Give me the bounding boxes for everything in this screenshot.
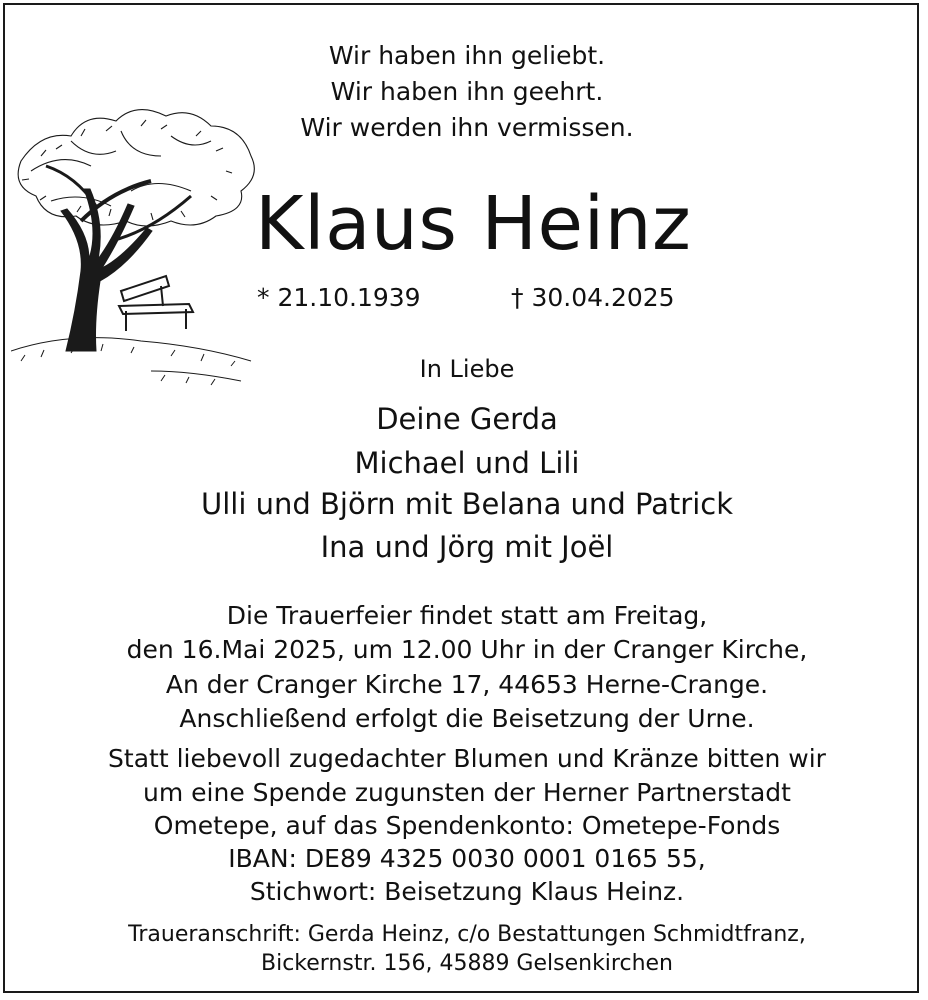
family-line-3: Ulli und Björn mit Belana und Patrick (201, 487, 733, 521)
verse-line-2: Wir haben ihn geehrt. (330, 77, 604, 106)
address-line-1: Traueranschrift: Gerda Heinz, c/o Bestattungen Schmidtfranz, (128, 922, 806, 947)
verse-line-3: Wir werden ihn vermissen. (300, 113, 634, 142)
donation-line-3: Ometepe, auf das Spendenkonto: Ometepe-Fonds (153, 811, 781, 840)
deceased-name: Klaus Heinz (255, 181, 692, 267)
family-line-1: Deine Gerda (376, 402, 558, 436)
ceremony-line-3: An der Cranger Kirche 17, 44653 Herne-Crange. (165, 670, 769, 699)
ceremony-line-1: Die Trauerfeier findet statt am Freitag, (226, 601, 708, 630)
ceremony-line-2: den 16.Mai 2025, um 12.00 Uhr in der Cranger Kirche, (126, 635, 808, 664)
donation-line-2: um eine Spende zugunsten der Herner Partnerstadt (143, 778, 791, 807)
obituary-card (3, 3, 919, 993)
verse-line-1: Wir haben ihn geliebt. (328, 41, 606, 70)
death-date: † 30.04.2025 (511, 283, 675, 312)
address-line-2: Bickernstr. 156, 45889 Gelsenkirchen (260, 951, 674, 976)
family-line-4: Ina und Jörg mit Joël (320, 530, 614, 564)
donation-line-4: IBAN: DE89 4325 0030 0001 0165 55, (228, 844, 706, 873)
tree-bench-illustration-icon (11, 101, 261, 391)
ceremony-line-4: Anschließend erfolgt die Beisetzung der Urne. (179, 704, 755, 733)
family-line-2: Michael und Lili (354, 446, 580, 480)
birth-date: * 21.10.1939 (257, 283, 421, 312)
donation-line-5: Stichwort: Beisetzung Klaus Heinz. (249, 877, 685, 906)
donation-line-1: Statt liebevoll zugedachter Blumen und Kränze bitten wir (108, 744, 826, 773)
in-love-label: In Liebe (419, 355, 515, 383)
